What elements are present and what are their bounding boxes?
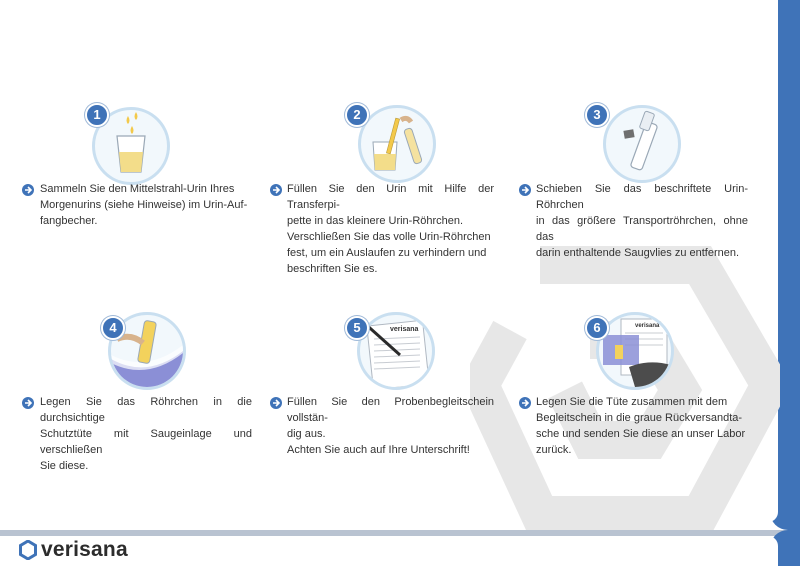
step-3-text: Schieben Sie das beschriftete Urin-Röhrchen in das größere Transportröhrchen, ohne das darin enthaltende Saugvlies zu entfernen. [536,183,748,259]
step-2-text: Füllen Sie den Urin mit Hilfe der Transferpi- pette in das kleinere Urin-Röhrchen. Verschließen Sie das volle Urin-Röhrchen fest, um ein Auslaufen zu verhindern und beschriften Sie es. [287,183,494,275]
step-5-illustration [357,312,435,390]
step-5-number: 5 [345,316,369,340]
arrow-right-icon [519,184,531,196]
step-3-illustration [603,105,681,183]
step-2-illustration [358,105,436,183]
arrow-right-icon [270,397,282,409]
logo-hexagon-icon [19,540,37,560]
step-4-number: 4 [101,316,125,340]
verisana-logo [19,538,128,562]
arrow-right-icon [22,184,34,196]
step-6-text: Legen Sie die Tüte zusammen mit dem Begleitschein in die graue Rückversandta- sche und senden Sie diese an unser Labor zurück. [536,396,746,456]
step-1-number: 1 [85,103,109,127]
arrow-right-icon [519,397,531,409]
step-6-number: 6 [585,316,609,340]
logo-wordmark: verisana [41,538,128,561]
arrow-right-icon [270,184,282,196]
step-2-number: 2 [345,103,369,127]
step-1-text: Sammeln Sie den Mittelstrahl-Urin Ihres Morgenurins (siehe Hinweise) im Urin-Auf- fangbecher. [40,183,248,227]
sheet-brand-label: verisana [390,326,419,333]
step-5-text: Füllen Sie den Probenbegleitschein vollstän- dig aus. Achten Sie auch auf Ihre Unterschrift! [287,396,494,456]
step-3-number: 3 [585,103,609,127]
arrow-right-icon [22,397,34,409]
sheet-brand-label: verisana [635,323,660,329]
step-4-text: Legen Sie das Röhrchen in die durchsichtige Schutztüte mit Saugeinlage und verschließen Sie diese. [40,396,252,472]
